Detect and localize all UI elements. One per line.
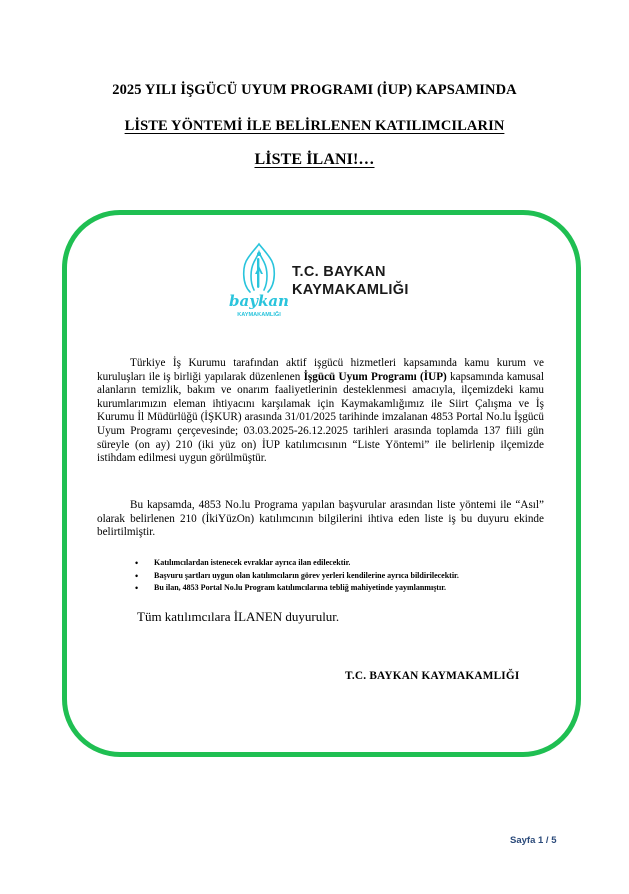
signature-block: T.C. BAYKAN KAYMAKAMLIĞI xyxy=(345,670,520,682)
paragraph-1-text-a: Türkiye İş Kurumu tarafından aktif işgücü hizmetleri kapsamında kamu kurum ve kuruluşları ile iş birliği yapılarak düzenlenen xyxy=(97,357,544,383)
paragraph-1-text-b: kapsamında kamusal alanların temizlik, bakım ve onarım faaliyetlerinin desteklenmesi amacıyla, ilçemizdeki kamu kurumlarımızın eleman ihtiyacını karşılamak için Kaymakamlığımız ile Siirt Çalışma ve İş Kurumu İl Müdürlüğü (İŞKUR) arasında 31/01/2025 tarihinde imzalanan 4853 Portal No.lu İşgücü Uyum Programı çerçevesinde; 03.03.2025-26.12.2025 tarihleri arasında toplamda 137 fiili gün süreyle (on ay) 210 (iki yüz on) İUP katılımcısının “Liste Yöntemi” ile belirlenip ilçemizde istihdam edilmesi uygun görülmüştür. xyxy=(97,370,544,465)
announcement-paragraph-1 xyxy=(97,357,544,466)
list-item xyxy=(135,557,555,570)
organization-title xyxy=(292,263,409,299)
baykan-logo xyxy=(228,240,290,318)
organization-title-line-1: T.C. BAYKAN xyxy=(292,264,386,280)
page-number: Sayfa 1 / 5 xyxy=(510,835,557,846)
logo-wordmark: baykan xyxy=(229,292,289,310)
organization-title-line-2: KAYMAKAMLIĞI xyxy=(292,282,409,298)
note-text: Bu ilan, 4853 Portal No.lu Program katılımcılarına tebliğ mahiyetinde yayınlanmıştır. xyxy=(154,583,447,593)
bullet-icon: • xyxy=(135,558,139,568)
list-item xyxy=(135,582,555,595)
document-title-line-1: 2025 YILI İŞGÜCÜ UYUM PROGRAMI (İUP) KAPSAMINDA xyxy=(112,82,517,98)
notes-list xyxy=(135,557,555,595)
document-title-line-2: LİSTE YÖNTEMİ İLE BELİRLENEN KATILIMCILARIN xyxy=(124,118,505,134)
bullet-icon: • xyxy=(135,583,139,594)
note-text: Başvuru şartları uygun olan katılımcıların görev yerleri kendilerine ayrıca bildirilecektir. xyxy=(154,570,459,580)
logo-subtext: KAYMAKAMLIĞI xyxy=(237,312,281,318)
bullet-icon: • xyxy=(135,570,139,581)
note-text: Katılımcılardan istenecek evraklar ayrıca ilan edilecektir. xyxy=(154,558,351,567)
closing-statement: Tüm katılımcılara İLANEN duyurulur. xyxy=(137,609,340,624)
document-title-line-3: LİSTE İLANI!… xyxy=(254,151,375,168)
list-item xyxy=(135,570,555,583)
program-name-bold: İşgücü Uyum Programı (İUP) xyxy=(303,370,447,383)
announcement-paragraph-2: Bu kapsamda, 4853 No.lu Programa yapılan başvurular arasından liste yöntemi ile “Asıl” olarak belirlenen 210 (İkiYüzOn) katılımcının bilgilerini ihtiva eden liste iş bu duyuru ekinde belirtilmiştir. xyxy=(97,499,544,539)
